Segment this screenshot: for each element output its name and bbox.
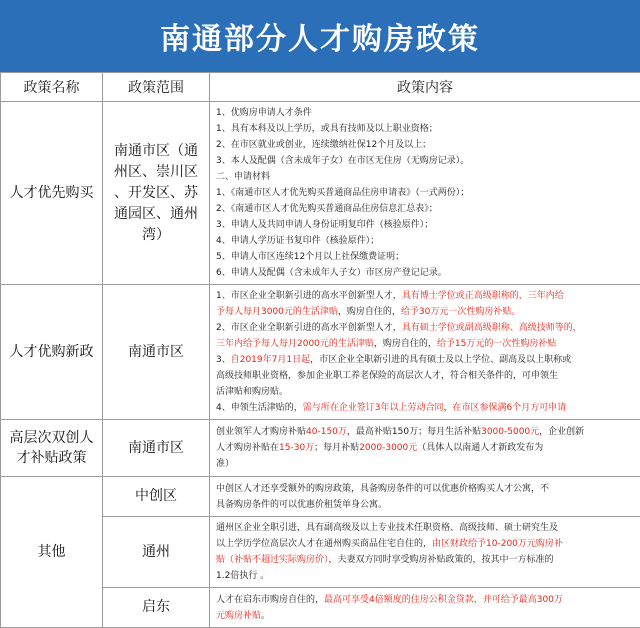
content-text: 3、 [216, 355, 231, 365]
policy-name-cell: 人才优先购买 [1, 102, 103, 285]
content-line [216, 352, 634, 368]
content-text: 以上学历学位高层次人才在通州购买商品住宅自住的， [216, 539, 432, 549]
content-line [216, 121, 634, 137]
content-text: 1.2倍执行 。 [216, 571, 269, 581]
content-text: ；每月补贴 [314, 443, 359, 453]
highlight-text: 元购房补贴 [216, 611, 261, 621]
content-line [216, 400, 634, 416]
highlight-text: 三年内给予每人每月2000元的生活津贴 [216, 339, 374, 349]
highlight-text: 15-30万 [279, 443, 314, 453]
content-line [216, 137, 634, 153]
scope-line: 、开发区、苏 [107, 183, 205, 204]
highlight-text: 给予15万元的一次性购房补贴 [437, 339, 556, 349]
scope-line: 州区、崇川区 [107, 162, 205, 183]
content-line [216, 153, 634, 169]
content-line [216, 105, 634, 121]
highlight-text: 最高可享受4倍额度的住房公积金贷款，并可给予最高300万 [324, 595, 563, 605]
content-text: 1、市区企业全职新引进的高水平创新型人才， [216, 291, 402, 301]
highlight-text: 具有硕士学位或副高级职称、高级技师等的， [402, 323, 582, 333]
content-text: （具体人以南通人才新政发布为 [417, 443, 543, 453]
scope-line: 南通市区 [107, 438, 205, 459]
content-text: 4、申请人学历证书复印件（核验原件）； [216, 236, 379, 246]
content-line [216, 201, 634, 217]
policy-table [0, 72, 640, 628]
highlight-text: 3000-5000元 [481, 427, 539, 437]
content-text: 1、具有本科及以上学历，或具有技师及以上职业资格； [216, 124, 438, 134]
policy-scope-cell [103, 420, 210, 477]
content-line [216, 233, 634, 249]
content-text: ，最高补贴150万；每月生活补贴 [347, 427, 481, 437]
policy-content-cell [210, 420, 640, 477]
content-line [216, 520, 634, 536]
policy-content-cell [210, 102, 640, 285]
content-line [216, 424, 634, 440]
highlight-text: 具有博士学位或正高级职称的，三年内给 [402, 291, 564, 301]
table-row [1, 420, 640, 477]
content-text: 准） [216, 459, 234, 469]
header-policy-name: 政策名称 [1, 73, 103, 102]
content-text: 2、《南通市区人才优先购买普通商品住房信息汇总表》； [216, 204, 438, 214]
content-line [216, 440, 634, 456]
content-text: 3、申请人及共同申请人身份证明复印件（核验原件）； [216, 220, 433, 230]
highlight-text: 需与所在企业签订3年以上劳动合同 [303, 403, 444, 413]
highlight-text: 予每人每月3000元的生活津贴 [216, 307, 338, 317]
content-text: 人才购房补贴在 [216, 443, 279, 453]
content-text: 活津贴和购房贴。 [216, 387, 288, 397]
content-text: ，市区企业全职新引进的具有硕士及以上学位、副高及以上职称或 [310, 355, 571, 365]
content-text: 创业领军人才购房补贴 [216, 427, 306, 437]
policy-scope-cell [103, 285, 210, 420]
content-text: 2、在市区就业或创业，连续缴纳社保12个月及以上； [216, 140, 431, 150]
table-row [1, 102, 640, 285]
policy-name-cell: 高层次双创人才补贴政策 [1, 420, 103, 477]
scope-line: 南通市区（通 [107, 141, 205, 162]
content-line [216, 249, 634, 265]
content-line [216, 288, 634, 304]
content-line [216, 265, 634, 281]
content-text: 高级技师职业资格，参加企业职工养老保险的高层次人才，符合相关条件的，可申领生 [216, 371, 558, 381]
scope-line: 湾） [107, 225, 205, 246]
scope-line: 南通市区 [107, 342, 205, 363]
table-row [1, 285, 640, 420]
content-line [216, 304, 634, 320]
content-text: 1、《南通市区人才优先购买普通商品住房申请表》（一式两份）； [216, 188, 469, 198]
policy-name-cell: 人才优购新政 [1, 285, 103, 420]
policy-scope-cell: 通州 [103, 517, 210, 588]
highlight-text: 2000-3000元 [359, 443, 417, 453]
header-policy-content: 政策内容 [210, 73, 640, 102]
policy-scope-cell: 中创区 [103, 477, 210, 517]
content-line [216, 185, 634, 201]
policy-name-cell: 其他 [1, 477, 103, 628]
highlight-text: 给予30万元一次性购房补贴。 [401, 307, 520, 317]
content-line [216, 368, 634, 384]
content-text: 6、申请人及配偶（含未成年人子女）市区房产登记记录。 [216, 268, 447, 278]
policy-scope-cell [103, 102, 210, 285]
content-text: ， [443, 403, 452, 413]
content-line [216, 336, 634, 352]
content-line [216, 536, 634, 552]
highlight-text: 自2019年7月1日起 [231, 355, 310, 365]
header-policy-scope: 政策范围 [103, 73, 210, 102]
highlight-text: 贴（补贴不超过实际购房价） [216, 555, 329, 565]
policy-content-cell [210, 285, 640, 420]
content-text: 中创区人才还享受额外的购房政策，具备购房条件的可以优惠价格购买人才公寓，不 [216, 484, 549, 494]
header-row [1, 73, 640, 102]
content-line [216, 552, 634, 568]
content-text: 4、申领生活津贴的， [216, 403, 303, 413]
content-line [216, 169, 634, 185]
content-line [216, 456, 634, 472]
content-text: 。 [261, 611, 270, 621]
content-line [216, 481, 634, 497]
content-line [216, 608, 634, 624]
highlight-text: 由区财政给予10-200万元购房补 [432, 539, 563, 549]
content-line [216, 384, 634, 400]
content-text: 2、市区企业全职新引进的高水平创新型人才， [216, 323, 402, 333]
content-text: 1、优购房申请人才条件 [216, 108, 312, 118]
content-line [216, 217, 634, 233]
content-text: 二、申请材料 [216, 172, 270, 182]
page-title: 南通部分人才购房政策 [0, 0, 640, 72]
content-text: ，购房自住的， [374, 339, 437, 349]
content-text: 人才在启东市购房自住的， [216, 595, 324, 605]
content-text: 具备购房条件的可以优惠价租赁单身公寓。 [216, 500, 387, 510]
content-text: ，企业创新 [539, 427, 584, 437]
scope-line: 通园区、通州 [107, 204, 205, 225]
content-line [216, 497, 634, 513]
highlight-text: 40-150万 [306, 427, 347, 437]
content-line [216, 568, 634, 584]
content-text: ，夫妻双方同时享受购房补贴政策的，按其中一方标准的 [329, 555, 554, 565]
content-text: 通州区企业全职引进，具有副高级及以上专业技术任职资格、高级技师、硕士研究生及 [216, 523, 558, 533]
policy-content-cell [210, 477, 640, 517]
table-row [1, 477, 640, 517]
policy-content-cell [210, 517, 640, 588]
content-text: ，购房自住的， [338, 307, 401, 317]
content-text: 3、本人及配偶（含未成年子女）在市区无住房（无购房记录）。 [216, 156, 469, 166]
policy-scope-cell: 启东 [103, 588, 210, 628]
content-line [216, 320, 634, 336]
content-text: 5、申请人市区连续12个月以上社保缴费证明； [216, 252, 404, 262]
highlight-text: 在市区参保满6个月方可申请 [452, 403, 566, 413]
